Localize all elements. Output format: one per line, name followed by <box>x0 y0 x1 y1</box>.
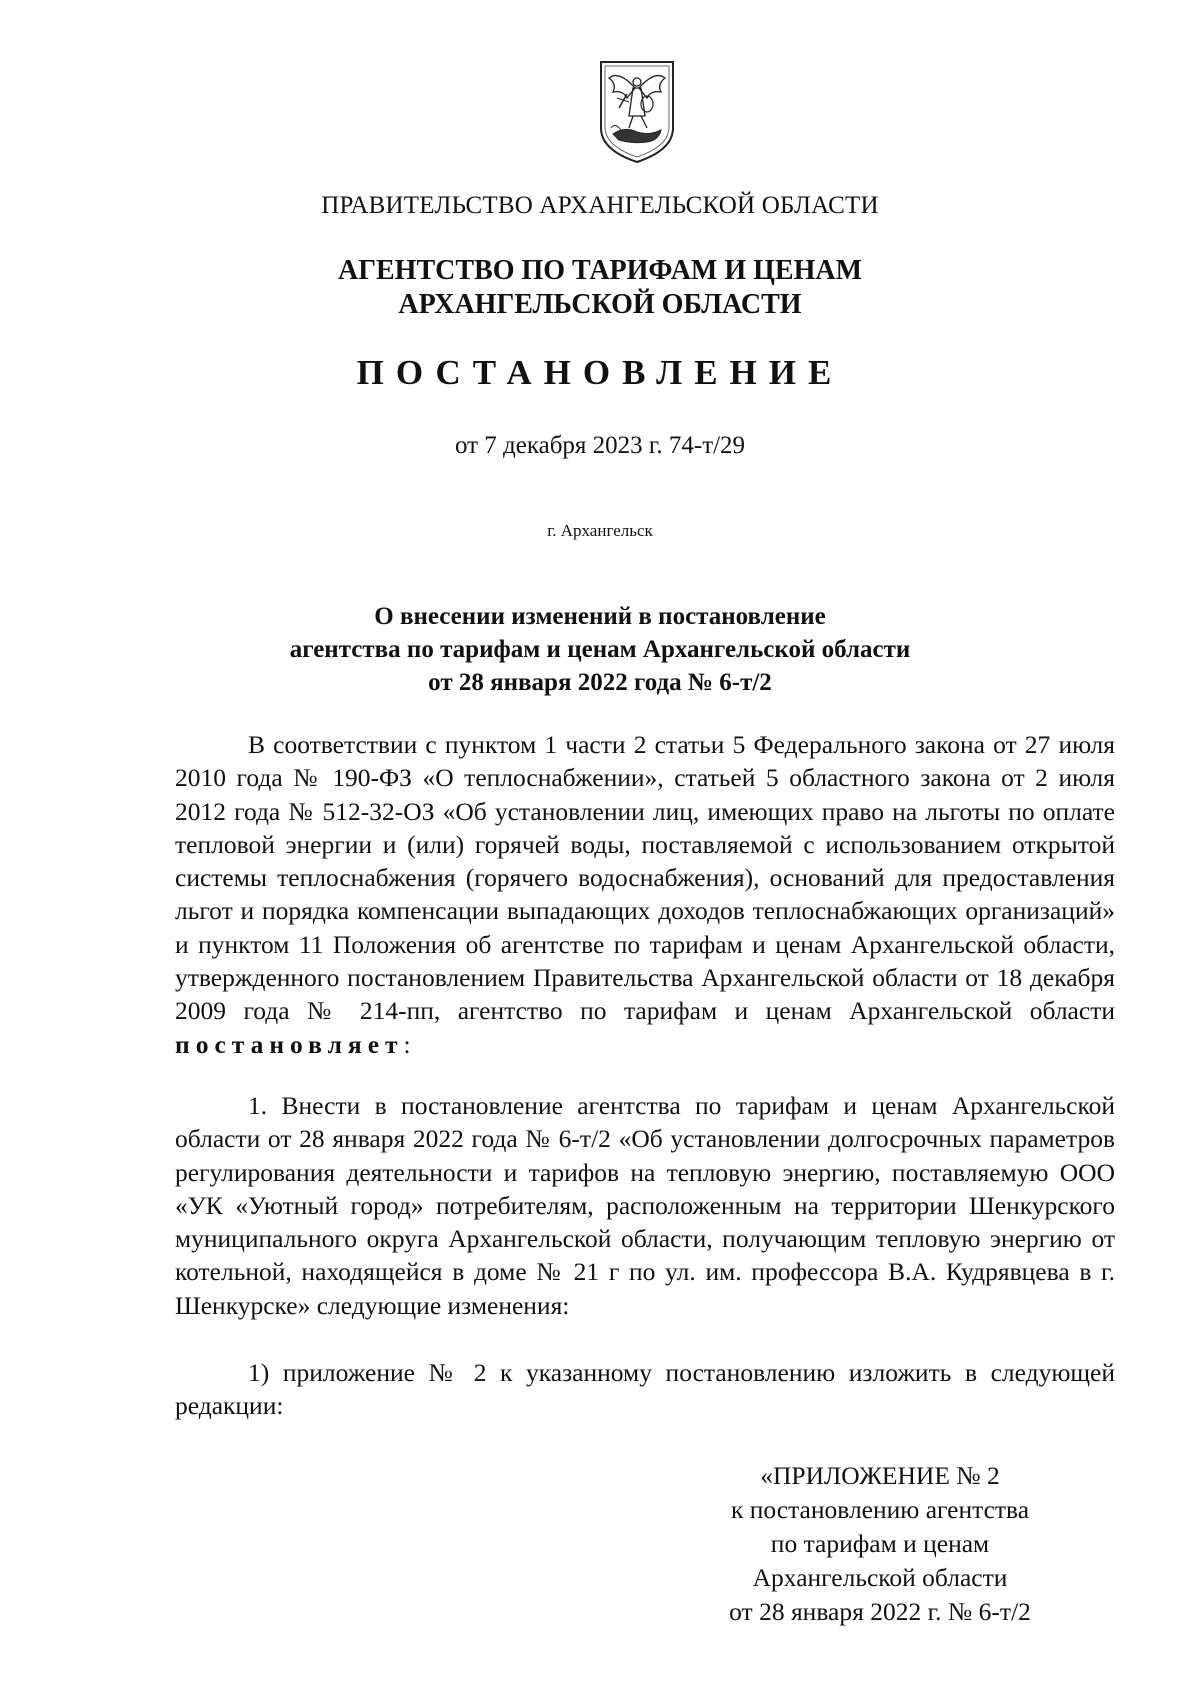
government-name: ПРАВИТЕЛЬСТВО АРХАНГЕЛЬСКОЙ ОБЛАСТИ <box>321 192 879 219</box>
document-city: г. Архангельск <box>547 521 653 540</box>
appendix-line1: «ПРИЛОЖЕНИЕ № 2 <box>760 1461 1000 1490</box>
subitem1-text: 1) приложение № 2 к указанному постановлению изложить в следующей редакции: <box>175 1358 1115 1421</box>
resolves-colon: : <box>403 1029 411 1059</box>
preamble-paragraph <box>175 728 1115 1061</box>
subitem1-paragraph <box>175 1356 1115 1423</box>
item1-text: 1. Внести в постановление агентства по тарифам и ценам Архангельской области от 28 января 2022 года № 6-т/2 «Об установлении долгосрочных параметров регулирования деятельности и тарифов на тепловую энергию, поставляемую ООО «УК «Уютный город» потребителям, расположенным на территории Шенкурского муниципального округа Архангельской области, получающим тепловую энергию от котельной, находящейся в доме № 21 г по ул. им. профессора В.А. Кудрявцева в г. Шенкурске» следующие изменения: <box>175 1091 1115 1320</box>
resolves-word: постановляет <box>175 1029 404 1059</box>
appendix-line5: от 28 января 2022 г. № 6-т/2 <box>729 1597 1031 1626</box>
document-type-title: ПОСТАНОВЛЕНИЕ <box>356 353 844 392</box>
preamble-text: В соответствии с пунктом 1 части 2 статьи 5 Федерального закона от 27 июля 2010 года № 190-ФЗ «О теплоснабжении», статьей 5 областного закона от 2 июля 2012 года № 512-32-ОЗ «Об установлении лиц, имеющих право на льготы по оплате тепловой энергии и (или) горячей воды, поставляемой с использованием открытой системы теплоснабжения (горячего водоснабжения), оснований для предоставления льгот и порядка компенсации выпадающих доходов теплоснабжающих организаций» и пунктом 11 Положения об агентстве по тарифам и ценам Архангельской области, утвержденного постановлением Правительства Архангельской области от 18 декабря 2009 года № 214-пп, агентство по тарифам и ценам Архангельской области <box>175 730 1115 1026</box>
document-date-number: от 7 декабря 2023 г. 74-т/29 <box>454 432 746 459</box>
subject-line1: О внесении изменений в постановление <box>374 603 826 630</box>
item1-paragraph <box>175 1089 1115 1322</box>
appendix-line4: Архангельской области <box>752 1563 1008 1592</box>
subject-line3: от 28 января 2022 года № 6-т/2 <box>428 669 772 696</box>
agency-name-line1: АГЕНТСТВО ПО ТАРИФАМ И ЦЕНАМ <box>337 255 863 286</box>
appendix-header <box>700 1459 1060 1629</box>
coat-of-arms-icon <box>597 58 677 166</box>
agency-name <box>0 254 1200 322</box>
subject-line2: агентства по тарифам и ценам Архангельской области <box>289 636 911 663</box>
agency-name-line2: АРХАНГЕЛЬСКОЙ ОБЛАСТИ <box>398 289 802 320</box>
appendix-line2: к постановлению агентства <box>730 1495 1030 1524</box>
appendix-line3: по тарифам и ценам <box>770 1529 990 1558</box>
document-subject <box>0 600 1200 699</box>
